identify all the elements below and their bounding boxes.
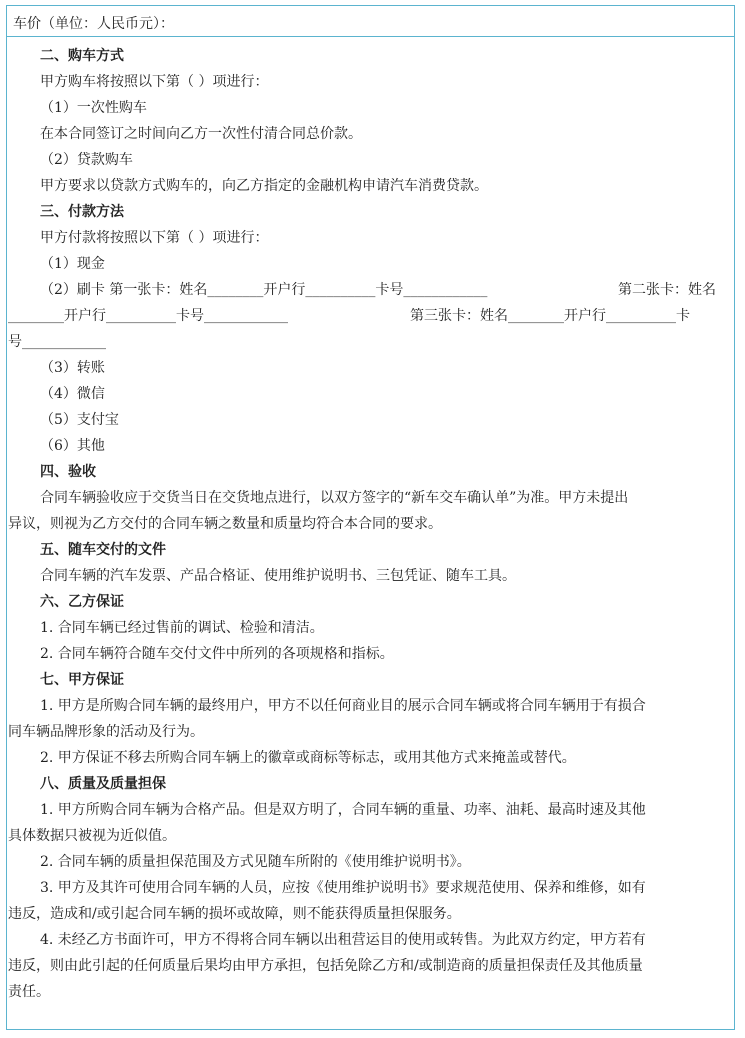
text-line: 责任。 bbox=[8, 984, 50, 1000]
text-line: （6）其他 bbox=[40, 438, 105, 454]
text-line: 第二张卡：姓名 bbox=[618, 282, 716, 298]
text-line: （2）刷卡 第一张卡：姓名________开户行__________卡号____________ bbox=[40, 282, 488, 298]
text-line: 在本合同签订之时间向乙方一次性付清合同总价款。 bbox=[40, 126, 362, 142]
text-line: 1. 甲方是所购合同车辆的最终用户，甲方不以任何商业目的展示合同车辆或将合同车辆用于有损合 bbox=[40, 698, 646, 714]
text-line: （5）支付宝 bbox=[40, 412, 119, 428]
text-line: ________开户行__________卡号____________ bbox=[8, 308, 288, 324]
text-line: 甲方要求以贷款方式购车的，向乙方指定的金融机构申请汽车消费贷款。 bbox=[40, 178, 488, 194]
text-line: 1. 合同车辆已经过售前的调试、检验和清洁。 bbox=[40, 620, 324, 636]
text-line: 同车辆品牌形象的活动及行为。 bbox=[8, 724, 204, 740]
text-line: 合同车辆的汽车发票、产品合格证、使用维护说明书、三包凭证、随车工具。 bbox=[40, 568, 516, 584]
text-line: 违反，则由此引起的任何质量后果均由甲方承担，包括免除乙方和/或制造商的质量担保责任及其他质量 bbox=[8, 958, 643, 974]
text-line: 甲方付款将按照以下第（ ）项进行： bbox=[40, 230, 269, 246]
text-line: 2. 合同车辆的质量担保范围及方式见随车所附的《使用维护说明书》。 bbox=[40, 854, 471, 870]
text-line: 异议，则视为乙方交付的合同车辆之数量和质量均符合本合同的要求。 bbox=[8, 516, 442, 532]
text-line: 1. 甲方所购合同车辆为合格产品。但是双方明了，合同车辆的重量、功率、油耗、最高时速及其他 bbox=[40, 802, 646, 818]
section-heading: 五、随车交付的文件 bbox=[40, 542, 166, 558]
text-line: （2）贷款购车 bbox=[40, 152, 133, 168]
text-line: 3. 甲方及其许可使用合同车辆的人员，应按《使用维护说明书》要求规范使用、保养和维修，如有 bbox=[40, 880, 646, 896]
text-line: 2. 合同车辆符合随车交付文件中所列的各项规格和指标。 bbox=[40, 646, 394, 662]
text-line: （1）一次性购车 bbox=[40, 100, 147, 116]
text-line: 第三张卡：姓名________开户行__________卡 bbox=[410, 308, 690, 324]
text-line: 号____________ bbox=[8, 334, 106, 350]
section-heading: 六、乙方保证 bbox=[40, 594, 124, 610]
price-row bbox=[7, 6, 734, 37]
section-heading: 三、付款方法 bbox=[40, 204, 124, 220]
text-line: 2. 甲方保证不移去所购合同车辆上的徽章或商标等标志，或用其他方式来掩盖或替代。 bbox=[40, 750, 576, 766]
section-heading: 七、甲方保证 bbox=[40, 672, 124, 688]
text-line: （4）微信 bbox=[40, 386, 105, 402]
text-line: 违反，造成和/或引起合同车辆的损坏或故障，则不能获得质量担保服务。 bbox=[8, 906, 461, 922]
section-heading: 四、验收 bbox=[40, 464, 96, 480]
text-line: 4. 未经乙方书面许可，甲方不得将合同车辆以出租营运目的使用或转售。为此双方约定，甲方若有 bbox=[40, 932, 646, 948]
text-line: 具体数据只被视为近似值。 bbox=[8, 828, 176, 844]
text-line: 甲方购车将按照以下第（ ）项进行： bbox=[40, 74, 269, 90]
text-line: （3）转账 bbox=[40, 360, 105, 376]
text-line: 合同车辆验收应于交货当日在交货地点进行，以双方签字的“新车交车确认单”为准。甲方未提出 bbox=[40, 490, 629, 506]
section-heading: 二、购车方式 bbox=[40, 48, 124, 64]
section-heading: 八、质量及质量担保 bbox=[40, 776, 166, 792]
text-line: （1）现金 bbox=[40, 256, 105, 272]
price-label: 车价（单位：人民币元）： bbox=[13, 16, 174, 32]
